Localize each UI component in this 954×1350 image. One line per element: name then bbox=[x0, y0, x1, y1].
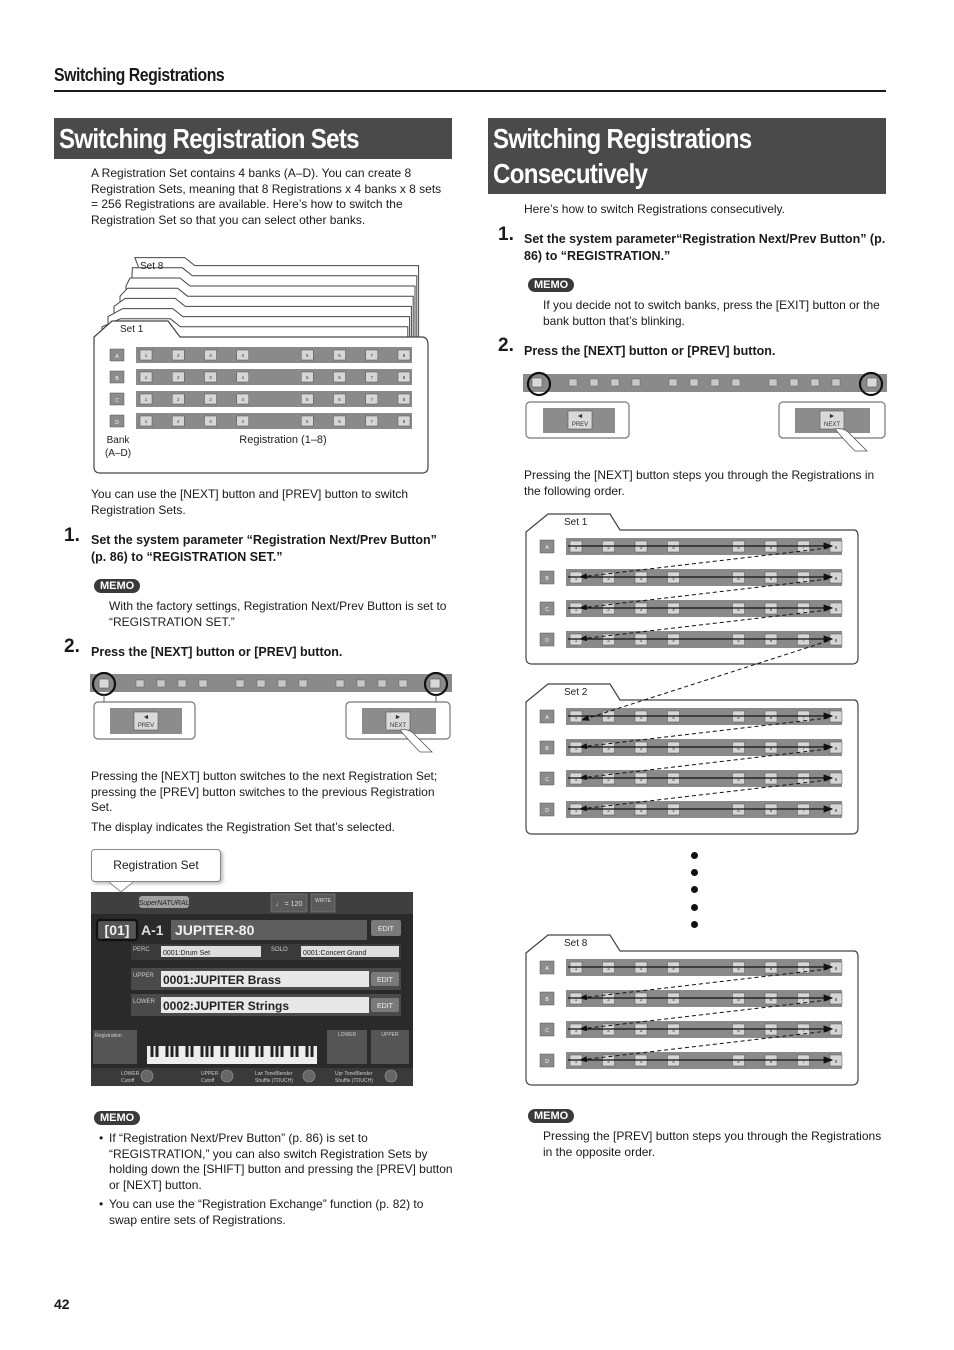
continuation-dot bbox=[691, 904, 698, 911]
registration-range-label: Registration (1–8) bbox=[239, 434, 327, 446]
registration-button-label: 8 bbox=[402, 419, 406, 424]
screen-knob1-b: Cutoff bbox=[121, 1078, 135, 1084]
registration-button-label: 3 bbox=[639, 966, 643, 971]
registration-button-label: 5 bbox=[737, 1059, 740, 1064]
panel-button[interactable] bbox=[399, 680, 407, 687]
screen-lower-meter: LOWER bbox=[337, 1032, 357, 1038]
sequence-diagram bbox=[522, 510, 867, 1095]
next-button[interactable] bbox=[430, 679, 440, 688]
left-step2-number: 2. bbox=[64, 636, 80, 657]
screen-upper-label: UPPER bbox=[133, 973, 154, 979]
registration-button-label: 5 bbox=[737, 808, 740, 813]
registration-button-label: 2 bbox=[607, 1028, 610, 1033]
registration-button-label: 1 bbox=[574, 966, 578, 971]
registration-button-label: 2 bbox=[607, 966, 610, 971]
registration-button-label: 1 bbox=[574, 808, 578, 813]
registration-button-label: 8 bbox=[834, 746, 838, 751]
knob-icon[interactable] bbox=[385, 1070, 397, 1082]
registration-button-label: 6 bbox=[769, 1059, 773, 1064]
knob-icon[interactable] bbox=[141, 1070, 153, 1082]
left-memo2-label: MEMO bbox=[94, 1111, 140, 1125]
registration-button-label: 2 bbox=[607, 746, 610, 751]
right-press-p: Pressing the [NEXT] button steps you through the Registrations in the following order. bbox=[524, 468, 875, 498]
registration-button-label: 1 bbox=[574, 1059, 578, 1064]
registration-button-label: 7 bbox=[802, 997, 805, 1002]
sequence-set bbox=[526, 514, 858, 664]
svg-text:►: ► bbox=[828, 413, 836, 420]
panel-button[interactable] bbox=[278, 680, 286, 687]
registration-button-label: 2 bbox=[607, 545, 610, 550]
right-memo1-text: If you decide not to switch banks, press the [EXIT] button or the bank button that’s blinking. bbox=[543, 298, 880, 328]
registration-button-label: 1 bbox=[574, 576, 578, 581]
registration-button-label: 5 bbox=[737, 966, 740, 971]
bank-button-label: B bbox=[545, 576, 549, 582]
registration-button-label: 2 bbox=[607, 1059, 610, 1064]
panel-button[interactable] bbox=[336, 680, 344, 687]
screen-logo: SuperNATURAL bbox=[138, 900, 190, 907]
registration-button-label: 7 bbox=[802, 808, 805, 813]
sequence-set bbox=[526, 684, 858, 834]
registration-button-label: 5 bbox=[305, 375, 309, 380]
registration-button-label: 1 bbox=[574, 777, 578, 782]
registration-button-label: 1 bbox=[574, 715, 578, 720]
left-memo1-label: MEMO bbox=[94, 579, 140, 593]
bank-button-label: A bbox=[115, 354, 119, 360]
registration-button-label: 4 bbox=[672, 638, 675, 643]
sequence-set-label: Set 2 bbox=[564, 687, 588, 698]
registration-button-label: 4 bbox=[672, 1028, 675, 1033]
screen-knob1-a: LOWER bbox=[121, 1071, 140, 1077]
panel-button[interactable] bbox=[669, 379, 677, 386]
screen-knob2-a: UPPER bbox=[201, 1071, 219, 1077]
screen-knob2-b: Cutoff bbox=[201, 1078, 215, 1084]
screen-write: WRITE bbox=[314, 898, 332, 904]
registration-button-label: 6 bbox=[769, 715, 773, 720]
svg-text:◄: ◄ bbox=[142, 714, 150, 721]
sequence-set-label: Set 1 bbox=[564, 517, 588, 528]
registration-button-label: 3 bbox=[639, 638, 643, 643]
registration-button-label: 3 bbox=[639, 545, 643, 550]
prev-button[interactable] bbox=[532, 378, 542, 387]
left-title: Switching Registration Sets bbox=[54, 118, 452, 159]
registration-button-label: 7 bbox=[802, 607, 805, 612]
bank-label: Bank bbox=[106, 435, 130, 446]
registration-button-label: 5 bbox=[305, 353, 309, 358]
panel-button[interactable] bbox=[257, 680, 265, 687]
registration-button-label: 3 bbox=[639, 777, 643, 782]
bank-button-label: D bbox=[115, 420, 119, 426]
left-memo1-text: With the factory settings, Registration Next/Prev Button is set to “REGISTRATION SET.” bbox=[109, 599, 447, 629]
panel-button[interactable] bbox=[357, 680, 365, 687]
right-prev-label: PREV bbox=[571, 422, 589, 428]
registration-button-label: 8 bbox=[402, 353, 406, 358]
panel-button[interactable] bbox=[611, 379, 619, 386]
registration-button-label: 6 bbox=[769, 777, 773, 782]
continuation-dot bbox=[691, 852, 698, 859]
screen-set-number: [01] bbox=[104, 922, 130, 938]
screen-knob4-a: Upr ToneBlender bbox=[335, 1071, 373, 1077]
panel-button[interactable] bbox=[136, 680, 144, 687]
registration-button-label: 1 bbox=[144, 353, 148, 358]
right-memo1-label: MEMO bbox=[528, 278, 574, 292]
registration-button-label: 6 bbox=[769, 966, 773, 971]
section-header: Switching Registrations bbox=[54, 65, 225, 85]
panel-button[interactable] bbox=[690, 379, 698, 386]
screen-solo-label: SOLO bbox=[271, 947, 288, 953]
right-intro: Here’s how to switch Registrations consecutively. bbox=[524, 202, 785, 216]
registration-set-callout: Registration Set bbox=[91, 849, 221, 882]
registration-button-label: 2 bbox=[607, 777, 610, 782]
panel-button[interactable] bbox=[732, 379, 740, 386]
registration-button-label: 1 bbox=[144, 375, 148, 380]
left-memo2-list bbox=[99, 1131, 454, 1228]
sequence-set bbox=[526, 935, 858, 1085]
registration-button-label: 2 bbox=[176, 397, 180, 402]
registration-button-label: 6 bbox=[338, 353, 341, 358]
registration-button-label: 4 bbox=[672, 715, 675, 720]
screen-knob4-b: Shuffle (TOUCH) bbox=[335, 1078, 373, 1084]
registration-button-label: 4 bbox=[672, 808, 675, 813]
registration-button-label: 8 bbox=[834, 1059, 838, 1064]
next-button[interactable] bbox=[867, 378, 877, 387]
continuation-dot bbox=[691, 921, 698, 928]
registration-button-label: 7 bbox=[802, 746, 805, 751]
registration-button-label: 2 bbox=[607, 808, 610, 813]
screen-solo-value: 0001:Concert Grand bbox=[303, 950, 367, 957]
left-next-label: NEXT bbox=[389, 723, 407, 729]
registration-button-label: 4 bbox=[672, 1059, 675, 1064]
registration-button-label: 1 bbox=[574, 1028, 578, 1033]
svg-text:►: ► bbox=[394, 714, 402, 721]
screen-tempo: ♩ = 120 bbox=[275, 901, 303, 908]
knob-icon[interactable] bbox=[303, 1070, 315, 1082]
registration-button-label: 8 bbox=[834, 808, 838, 813]
bank-button-label: A bbox=[545, 715, 549, 721]
registration-button-label: 6 bbox=[769, 808, 773, 813]
left-step2-text: Press the [NEXT] button or [PREV] button. bbox=[91, 645, 343, 659]
right-next-label: NEXT bbox=[823, 422, 841, 428]
registration-button-label: 1 bbox=[144, 397, 148, 402]
set8-label: Set 8 bbox=[140, 261, 164, 272]
registration-button-label: 4 bbox=[672, 997, 675, 1002]
continuation-dot bbox=[691, 869, 698, 876]
screen-upper-value: 0001:JUPITER Brass bbox=[163, 973, 282, 987]
registration-button-label: 3 bbox=[639, 808, 643, 813]
registration-button-label: 8 bbox=[402, 397, 406, 402]
registration-button-label: 7 bbox=[802, 576, 805, 581]
registration-button-label: 6 bbox=[338, 419, 341, 424]
registration-button-label: 4 bbox=[672, 607, 675, 612]
registration-button-label: 8 bbox=[834, 715, 838, 720]
screen-knob3-b: Shuffle (TOUCH) bbox=[255, 1078, 293, 1084]
registration-button-label: 4 bbox=[672, 777, 675, 782]
registration-button-label: 8 bbox=[834, 576, 838, 581]
bank-button-label: C bbox=[545, 607, 549, 613]
registration-button-label: 6 bbox=[338, 397, 341, 402]
registration-button-label: 7 bbox=[370, 397, 374, 402]
left-prev-label: PREV bbox=[137, 723, 155, 729]
registration-button-label: 7 bbox=[370, 375, 374, 380]
registration-button-label: 4 bbox=[241, 375, 245, 380]
right-memo2-label: MEMO bbox=[528, 1109, 574, 1123]
registration-button-label: 7 bbox=[370, 353, 374, 358]
registration-button-label: 1 bbox=[574, 607, 578, 612]
registration-button-label: 8 bbox=[834, 997, 838, 1002]
registration-button-label: 5 bbox=[737, 607, 740, 612]
registration-button-label: 6 bbox=[769, 997, 773, 1002]
right-title: Switching Registrations Consecutively bbox=[488, 118, 886, 194]
left-press-p2: The display indicates the Registration Set that’s selected. bbox=[91, 820, 395, 834]
knob-icon[interactable] bbox=[221, 1070, 233, 1082]
bank-button-label: D bbox=[545, 1059, 549, 1065]
screen-lower-label: LOWER bbox=[133, 999, 156, 1005]
registration-button-label: 2 bbox=[607, 638, 610, 643]
registration-button-label: 6 bbox=[769, 746, 773, 751]
panel-button[interactable] bbox=[632, 379, 640, 386]
registration-button-label: 7 bbox=[802, 715, 805, 720]
bank-button-label: B bbox=[545, 997, 549, 1003]
registration-sets-diagram bbox=[88, 255, 433, 475]
registration-button-label: 2 bbox=[176, 419, 180, 424]
registration-button-label: 5 bbox=[737, 777, 740, 782]
screen-lower-value: 0002:JUPITER Strings bbox=[163, 999, 290, 1013]
registration-button-label: 4 bbox=[241, 419, 245, 424]
registration-button-label: 1 bbox=[574, 545, 578, 550]
registration-button-label: 6 bbox=[769, 545, 773, 550]
registration-button-label: 5 bbox=[737, 576, 740, 581]
panel-button[interactable] bbox=[711, 379, 719, 386]
panel-button[interactable] bbox=[378, 680, 386, 687]
registration-button-label: 7 bbox=[802, 777, 805, 782]
panel-button[interactable] bbox=[590, 379, 598, 386]
right-prev-next-panel bbox=[523, 371, 889, 453]
right-step1-text: Set the system parameter“Registration Next/Prev Button” (p. 86) to “REGISTRATION.” bbox=[524, 232, 886, 263]
panel-button[interactable] bbox=[790, 379, 798, 386]
panel-button[interactable] bbox=[569, 379, 577, 386]
registration-button-label: 2 bbox=[607, 997, 610, 1002]
panel-button[interactable] bbox=[178, 680, 186, 687]
memo2-item: • If “Registration Next/Prev Button” (p. 86) is set to “REGISTRATION,” you can also switch Registration Sets by holding down the [SHIFT] button and pressing the [PREV] button or [NEXT] button. bbox=[99, 1131, 454, 1193]
screen-knob3-a: Lwr ToneBlender bbox=[255, 1071, 293, 1077]
registration-button-label: 8 bbox=[834, 545, 838, 550]
registration-button-label: 5 bbox=[737, 1028, 740, 1033]
bank-button-label: C bbox=[115, 398, 119, 404]
registration-button-label: 3 bbox=[209, 353, 212, 358]
registration-button-label: 3 bbox=[639, 576, 643, 581]
bank-button-label: D bbox=[545, 808, 549, 814]
registration-button-label: 1 bbox=[574, 638, 578, 643]
registration-button-label: 4 bbox=[672, 746, 675, 751]
registration-button-label: 3 bbox=[209, 375, 212, 380]
registration-button-label: 5 bbox=[737, 746, 740, 751]
registration-button-label: 4 bbox=[241, 353, 245, 358]
screen-bank: A-1 bbox=[141, 922, 164, 938]
registration-button-label: 3 bbox=[639, 715, 643, 720]
display-screen bbox=[91, 880, 415, 1090]
registration-button-label: 5 bbox=[305, 419, 309, 424]
registration-button-label: 8 bbox=[834, 966, 838, 971]
left-step1-text: Set the system parameter “Registration Next/Prev Button” (p. 86) to “REGISTRATION SET.” bbox=[91, 533, 437, 564]
registration-button-label: 4 bbox=[241, 397, 245, 402]
registration-button-label: 3 bbox=[209, 419, 212, 424]
bank-button-label: C bbox=[545, 777, 549, 783]
registration-button-label: 4 bbox=[672, 576, 675, 581]
right-step1-number: 1. bbox=[498, 224, 514, 245]
left-intro: A Registration Set contains 4 banks (A–D). You can create 8 Registration Sets, meaning that 8 Registrations x 4 banks x 8 sets = 256 Registrations are available. Here’s how to switch the Registration Set so that you can select other banks. bbox=[91, 166, 442, 227]
registration-button-label: 1 bbox=[574, 746, 578, 751]
right-memo2-text: Pressing the [PREV] button steps you through the Registrations in the opposite order. bbox=[543, 1129, 882, 1159]
screen-perc-value: 0001:Drum Set bbox=[163, 950, 211, 957]
registration-button-label: 5 bbox=[737, 545, 740, 550]
panel-button[interactable] bbox=[769, 379, 777, 386]
registration-button-label: 7 bbox=[802, 1059, 805, 1064]
registration-button-label: 4 bbox=[672, 545, 675, 550]
registration-button-label: 5 bbox=[305, 397, 309, 402]
screen-edit-3[interactable]: EDIT bbox=[377, 1003, 393, 1010]
registration-button-label: 7 bbox=[802, 1028, 805, 1033]
panel-button[interactable] bbox=[811, 379, 819, 386]
registration-button-label: 4 bbox=[672, 966, 675, 971]
registration-button-label: 3 bbox=[209, 397, 212, 402]
registration-button-label: 8 bbox=[834, 607, 838, 612]
header-rule bbox=[54, 90, 886, 92]
bank-button-label: A bbox=[545, 545, 549, 551]
svg-text:◄: ◄ bbox=[576, 413, 584, 420]
registration-button-label: 2 bbox=[607, 576, 610, 581]
bank-button-label: A bbox=[545, 966, 549, 972]
sequence-set-label: Set 8 bbox=[564, 938, 588, 949]
panel-button[interactable] bbox=[157, 680, 165, 687]
registration-button-label: 3 bbox=[639, 1059, 643, 1064]
registration-button-label: 5 bbox=[737, 715, 740, 720]
right-step2-text: Press the [NEXT] button or [PREV] button. bbox=[524, 344, 776, 358]
registration-button-label: 6 bbox=[769, 1028, 773, 1033]
bank-button-label: B bbox=[115, 376, 119, 382]
bank-button-label: C bbox=[545, 1028, 549, 1034]
registration-button-label: 3 bbox=[639, 997, 643, 1002]
registration-button-label: 2 bbox=[176, 375, 180, 380]
screen-edit-1[interactable]: EDIT bbox=[378, 926, 394, 933]
continuation-dot bbox=[691, 886, 698, 893]
right-step2-number: 2. bbox=[498, 335, 514, 356]
registration-button-label: 3 bbox=[639, 746, 643, 751]
screen-edit-2[interactable]: EDIT bbox=[377, 977, 393, 984]
registration-button-label: 2 bbox=[607, 607, 610, 612]
panel-button[interactable] bbox=[236, 680, 244, 687]
bank-button-label: D bbox=[545, 638, 549, 644]
prev-button[interactable] bbox=[99, 679, 109, 688]
registration-button-label: 8 bbox=[834, 777, 838, 782]
panel-button[interactable] bbox=[199, 680, 207, 687]
page-number: 42 bbox=[54, 1296, 70, 1312]
set1-label: Set 1 bbox=[120, 324, 144, 335]
registration-button-label: 7 bbox=[370, 419, 374, 424]
registration-button-label: 1 bbox=[144, 419, 148, 424]
screen-perc-label: PERC bbox=[133, 947, 150, 953]
panel-button[interactable] bbox=[299, 680, 307, 687]
registration-button-label: 7 bbox=[802, 638, 805, 643]
screen-upper-meter: UPPER bbox=[381, 1032, 399, 1038]
registration-button-label: 5 bbox=[737, 638, 740, 643]
registration-button-label: 1 bbox=[574, 997, 578, 1002]
memo2-item: • You can use the “Registration Exchange” function (p. 82) to swap entire sets of Registrations. bbox=[99, 1197, 454, 1228]
registration-button-label: 2 bbox=[607, 715, 610, 720]
left-after-diagram: You can use the [NEXT] button and [PREV] button to switch Registration Sets. bbox=[91, 487, 409, 517]
registration-button-label: 8 bbox=[834, 638, 838, 643]
registration-button-label: 6 bbox=[769, 576, 773, 581]
registration-button-label: 6 bbox=[338, 375, 341, 380]
registration-button-label: 2 bbox=[176, 353, 180, 358]
registration-button-label: 7 bbox=[802, 966, 805, 971]
screen-registration-label: Registration bbox=[95, 1033, 122, 1039]
registration-button-label: 3 bbox=[639, 607, 643, 612]
registration-button-label: 7 bbox=[802, 545, 805, 550]
left-press-p1: Pressing the [NEXT] button switches to the next Registration Set; pressing the [PREV] button switches to the previous Registration Set. bbox=[91, 769, 438, 814]
registration-button-label: 6 bbox=[769, 607, 773, 612]
registration-button-label: 5 bbox=[737, 997, 740, 1002]
screen-reg-name: JUPITER-80 bbox=[175, 922, 255, 938]
registration-button-label: 8 bbox=[834, 1028, 838, 1033]
panel-button[interactable] bbox=[832, 379, 840, 386]
registration-button-label: 3 bbox=[639, 1028, 643, 1033]
bank-range-label: (A–D) bbox=[104, 448, 132, 459]
left-step1-number: 1. bbox=[64, 525, 80, 546]
bank-button-label: B bbox=[545, 746, 549, 752]
left-prev-next-panel bbox=[90, 672, 455, 754]
registration-button-label: 6 bbox=[769, 638, 773, 643]
registration-button-label: 8 bbox=[402, 375, 406, 380]
